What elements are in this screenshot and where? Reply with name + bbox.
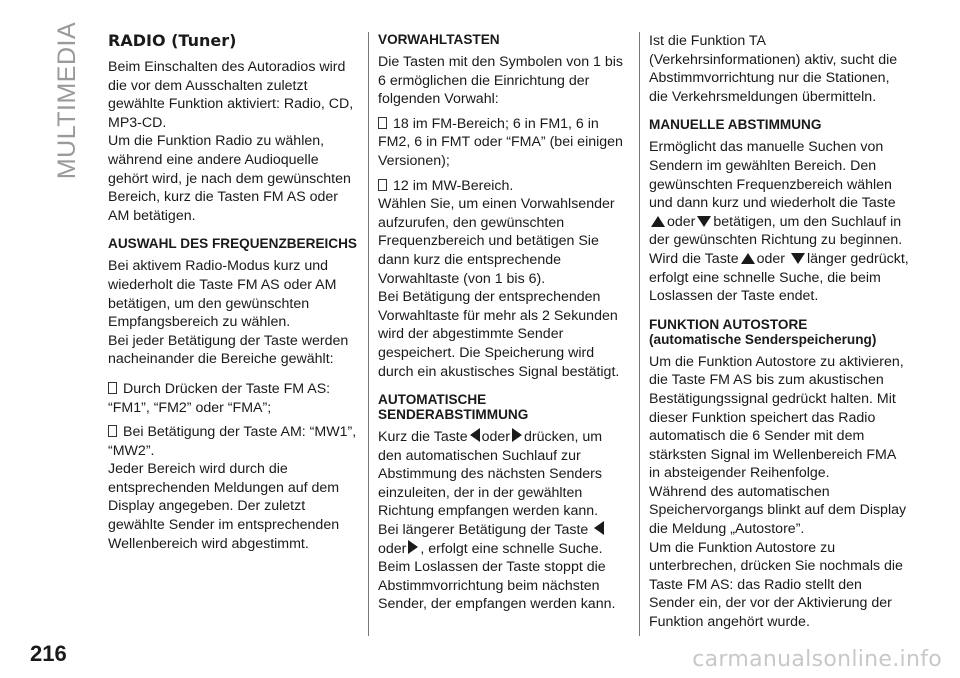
arrow-down-icon <box>697 216 711 227</box>
watermark: carmanualsonline.info <box>692 647 942 672</box>
paragraph: Bei aktivem Radio-Modus kurz und wiederholt die Taste FM AS oder AM betätigen, um den gewünschten Empfangsbereich zu wählen. <box>108 258 337 331</box>
heading-automatic-tuning: AUTOMATISCHE SENDERABSTIMMUNG <box>378 392 529 423</box>
column-1 <box>108 32 358 564</box>
arrow-up-icon <box>651 216 665 227</box>
paragraph: Ist die Funktion TA (Verkehrsinformationen) aktiv, sucht die Abstimmvorrichtung nur die Stationen, die Verkehrsmeldungen übermitteln. <box>649 33 898 105</box>
arrow-left-icon <box>470 428 480 442</box>
arrow-right-icon <box>512 428 522 442</box>
heading-manual-tuning: MANUELLE ABSTIMMUNG <box>649 117 822 133</box>
column-divider-2 <box>639 32 640 636</box>
arrow-right-icon <box>408 540 418 554</box>
list-item: Durch Drücken der Taste FM AS: “FM1”, “FM2” oder “FMA”; <box>108 380 331 416</box>
list-item: 12 im MW-Bereich. <box>378 177 628 196</box>
paragraph: Ermöglicht das manuelle Suchen von Sendern im gewählten Bereich. Den gewünschten Frequenzbereich wählen und dann kurz und wiederholt die Tasteoder betätigen, um den Suchlauf in der gewünschten Richtung zu beginnen. Wird die Taste oder länger gedrückt, erfolgt eine schnelle Suche, die beim Loslassen der Taste endet. <box>649 139 909 305</box>
checkbox-bullet-icon <box>108 382 117 394</box>
paragraph: Um die Funktion Autostore zu unterbrechen, drücken Sie nochmals die Taste FM AS: das Radio stellt den Sender ein, der vor der Aktivierung der Funktion angehört wurde. <box>649 539 903 631</box>
paragraph: Die Tasten mit den Symbolen von 1 bis 6 ermöglichen die Einrichtung der folgenden Vorwahl: <box>378 54 623 108</box>
list-item: Bei Betätigung der Taste AM: “MW1”, “MW2”. <box>108 424 357 459</box>
section-side-label: MULTIMEDIA <box>53 21 82 179</box>
checkbox-bullet-icon <box>108 425 117 437</box>
arrow-left-icon <box>594 521 604 535</box>
heading-autostore: FUNKTION AUTOSTORE (automatische Senderspeicherung) <box>649 316 877 347</box>
paragraph: Bei längerer Betätigung der Taste oder , erfolgt eine schnelle Suche. <box>378 522 603 557</box>
paragraph: Jeder Bereich wird durch die entsprechenden Meldungen auf dem Display angegeben. Der zuletzt gewählte Sender im entsprechenden Wellenbereich wird abgestimmt. <box>108 461 340 552</box>
column-3 <box>649 32 909 632</box>
paragraph: Kurz die Taste oder drücken, um den automatischen Suchlauf zur Abstimmung des nächsten Senders einzuleiten, der in der gewählten Richtung empfangen werden kann. <box>378 429 603 520</box>
paragraph: Beim Einschalten des Autoradios wird die vor dem Ausschalten zuletzt gewählte Funktion aktiviert: Radio, CD, MP3-CD. <box>108 59 354 131</box>
checkbox-bullet-icon <box>378 117 387 129</box>
paragraph: Um die Funktion Radio zu wählen, während eine andere Audioquelle gehört wird, je nach dem gewünschten Bereich, kurz die Tasten FM AS oder AM betätigen. <box>108 133 351 224</box>
list-item: 18 im FM-Bereich; 6 in FM1, 6 in FM2, 6 in FMT oder “FMA” (bei einigen Versionen); <box>378 115 623 169</box>
paragraph: Um die Funktion Autostore zu aktivieren, die Taste FM AS bis zum akustischen Bestätigungssignal gedrückt halten. Mit dieser Funktion speichert das Radio automatisch die 6 Sender mit dem stärksten Signal im Wellenbereich FMA in absteigender Reihenfolge. <box>649 353 904 482</box>
paragraph: Wählen Sie, um einen Vorwahlsender aufzurufen, den gewünschten Frequenzbereich und betätigen Sie dann kurz die entsprechende Vorwahltaste (von 1 bis 6). <box>378 196 615 287</box>
arrow-up-icon <box>741 253 755 264</box>
paragraph: Beim Loslassen der Taste stoppt die Abstimmvorrichtung beim nächsten Sender, der empfangen werden kann. <box>378 559 616 613</box>
heading-frequency-selection: AUSWAHL DES FREQUENZBEREICHS <box>108 236 357 252</box>
paragraph: Bei jeder Betätigung der Taste werden nacheinander die Bereiche gewählt: <box>108 332 349 368</box>
heading-preset-buttons: VORWAHLTASTEN <box>378 32 500 47</box>
checkbox-bullet-icon <box>378 179 387 191</box>
arrow-down-icon <box>791 253 805 264</box>
page-number: 216 <box>30 641 67 666</box>
column-divider-1 <box>368 32 369 636</box>
paragraph: Während des automatischen Speichervorgangs blinkt auf dem Display die Meldung „Autostore”. <box>649 483 907 538</box>
section-title-radio: RADIO (Tuner) <box>108 31 237 50</box>
column-2 <box>378 32 628 625</box>
paragraph: Bei Betätigung der entsprechenden Vorwahltaste für mehr als 2 Sekunden wird der abgestimmte Sender gespeichert. Die Speicherung wird durch ein akustisches Signal bestätigt. <box>378 289 620 380</box>
